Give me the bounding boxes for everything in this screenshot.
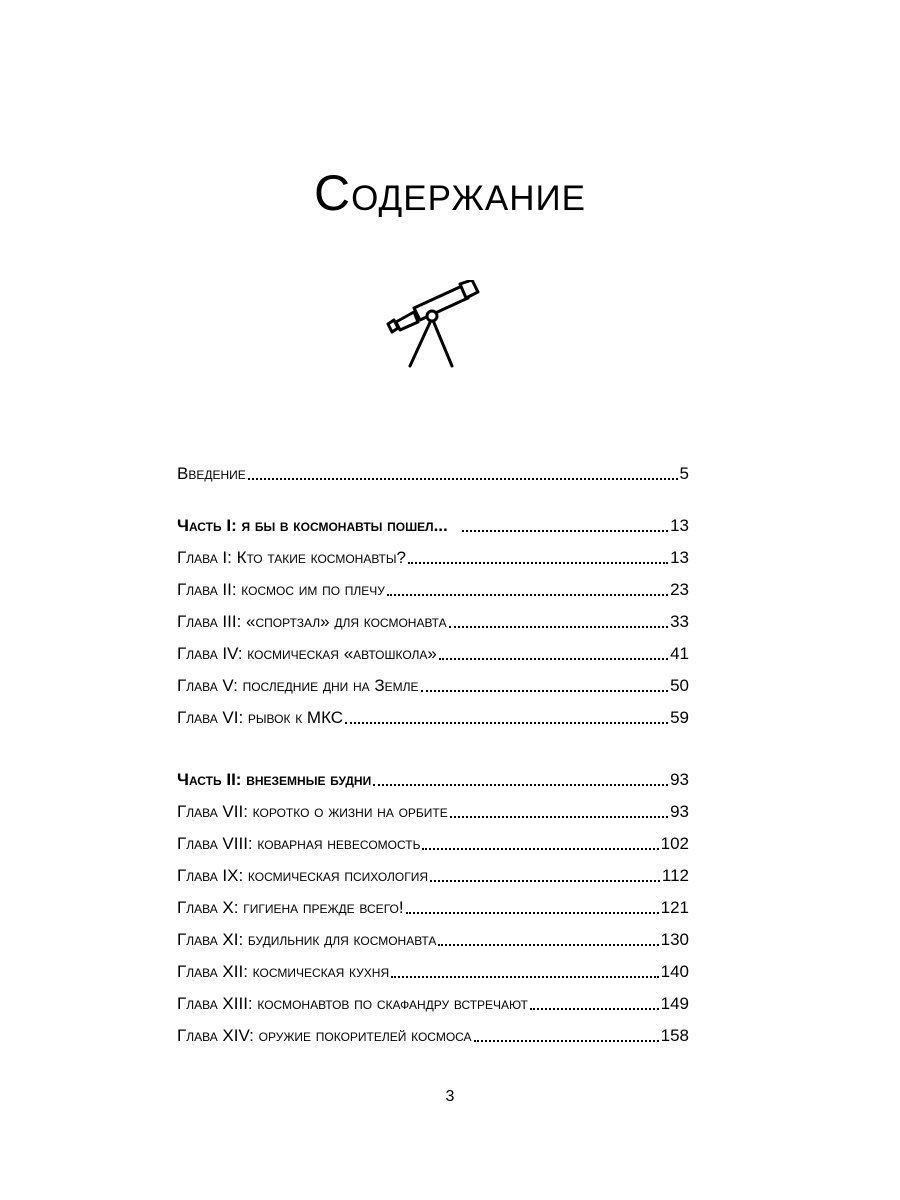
toc-entry-intro: Введение 5 [177, 464, 689, 483]
toc-entry: Глава IV: космическая «автошкола» 41 [177, 644, 689, 663]
toc-entry: Глава I: Кто такие космонавты? 13 [177, 548, 689, 567]
toc-entry: Глава V: последние дни на Земле 50 [177, 676, 689, 695]
toc-entry: Глава III: «спортзал» для космонавта 33 [177, 612, 689, 631]
toc-entry: Глава VI: рывок к МКС 59 [177, 708, 689, 727]
toc-entry: Глава XII: космическая кухня 140 [177, 962, 689, 981]
toc-entry: Глава XIII: космонавтов по скафандру встречают 149 [177, 994, 689, 1013]
page-title: Содержание [313, 165, 586, 221]
toc-entry: Глава VIII: коварная невесомость 102 [177, 834, 689, 853]
toc-entry: Глава VII: коротко о жизни на орбите 93 [177, 802, 689, 821]
page-number: 3 [445, 1088, 455, 1105]
toc-entry: Глава X: гигиена прежде всего! 121 [177, 898, 689, 917]
toc-entry: Глава XIV: оружие покорителей космоса 158 [177, 1026, 689, 1045]
toc-entry-part1: Часть I: я бы в космонавты пошел... 13 [177, 516, 689, 535]
table-of-contents [177, 458, 689, 1052]
toc-entry-part2: Часть II: внеземные будни 93 [177, 770, 689, 789]
toc-entry: Глава IX: космическая психология 112 [177, 866, 689, 885]
toc-entry: Глава II: космос им по плечу 23 [177, 580, 689, 599]
toc-entry: Глава XI: будильник для космонавта 130 [177, 930, 689, 949]
telescope-icon [384, 280, 484, 370]
